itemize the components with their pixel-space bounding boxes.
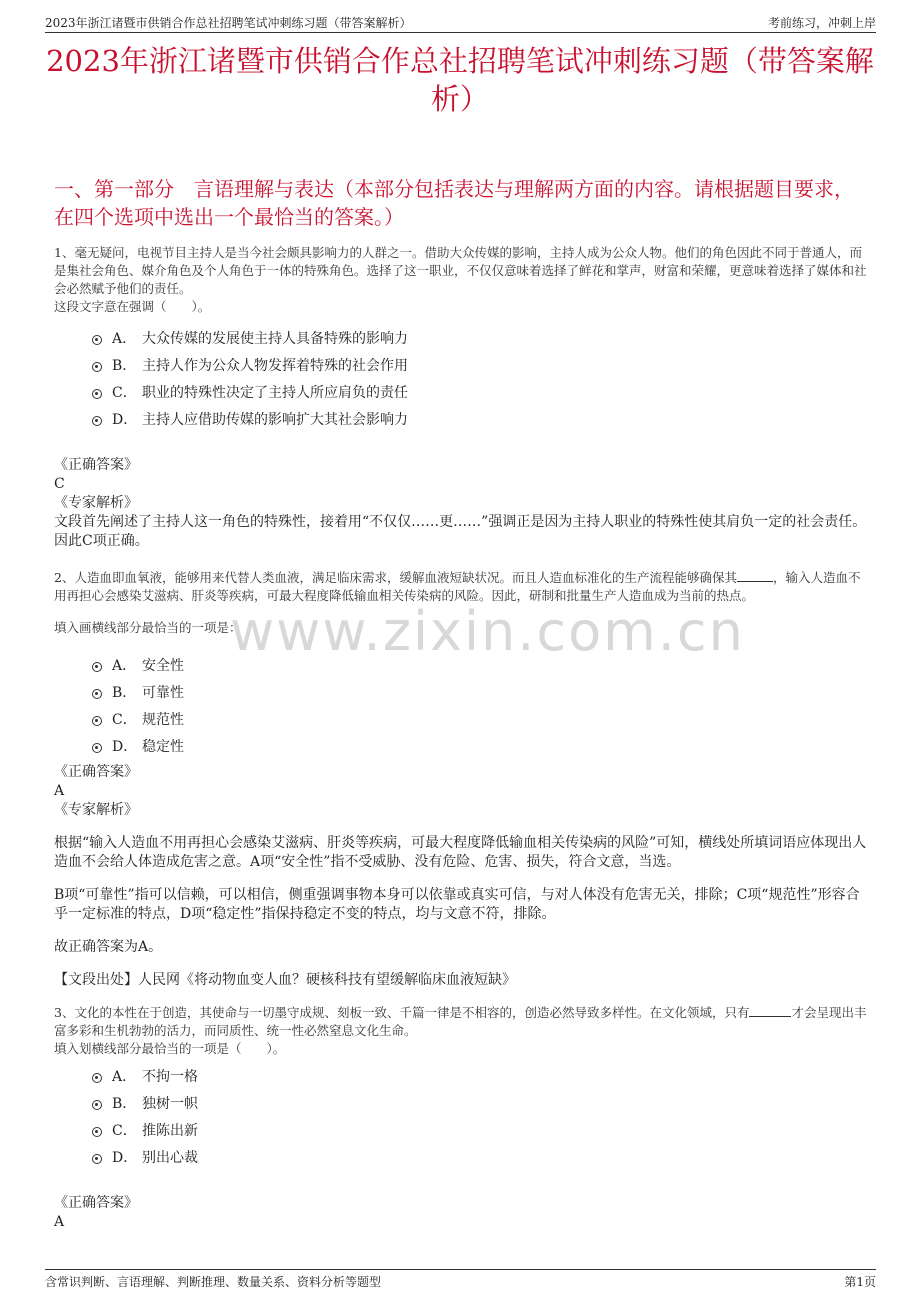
- question-1-answer: C: [54, 476, 65, 492]
- question-2: [54, 569, 868, 990]
- question-1-option-a[interactable]: A． 大众传媒的发展使主持人具备特殊的影响力: [92, 324, 868, 351]
- question-list: [54, 244, 868, 1232]
- question-2-options: [92, 651, 868, 759]
- question-2-answer: A: [54, 783, 65, 799]
- radio-icon[interactable]: [92, 743, 102, 753]
- answer-label: 《正确答案》: [54, 457, 138, 473]
- footer-topics: 含常识判断、言语理解、判断推理、数量关系、资料分析等题型: [45, 1275, 382, 1289]
- radio-icon[interactable]: [92, 662, 102, 672]
- question-2-option-c[interactable]: C． 规范性: [92, 705, 868, 732]
- document-title: 2023年浙江诸暨市供销合作总社招聘笔试冲刺练习题（带答案解析）: [46, 44, 874, 116]
- question-3-prompt: 填入划横线部分最恰当的一项是（ ）。: [54, 1041, 286, 1056]
- page-header: [45, 12, 876, 33]
- question-1-text: 1、毫无疑问，电视节目主持人是当今社会颇具影响力的人群之一。借助大众传媒的影响，主持人成为公众人物。他们的角色因此不同于普通人，而是集社会角色、媒介角色及个人角色于一体的特殊角色。选择了这一职业，不仅仅意味着选择了鲜花和掌声，财富和荣耀，更意味着选择了媒体和社会必然赋予他们的责任。: [54, 245, 867, 296]
- section-heading: 一、第一部分 言语理解与表达（本部分包括表达与理解两方面的内容。请根据题目要求，在四个选项中选出一个最恰当的答案。）: [54, 177, 854, 229]
- watermark: www.zixin.com.cn: [230, 600, 745, 663]
- question-3-options: [92, 1062, 868, 1170]
- question-2-option-a[interactable]: A． 安全性: [92, 651, 868, 678]
- question-1-option-d[interactable]: D． 主持人应借助传媒的影响扩大其社会影响力: [92, 405, 868, 432]
- question-1-analysis: 文段首先阐述了主持人这一角色的特殊性，接着用“不仅仅……更……”强调正是因为主持人职业的特殊性使其肩负一定的社会责任。因此C项正确。: [54, 514, 867, 549]
- question-2-analysis-2: B项“可靠性”指可以信赖，可以相信，侧重强调事物本身可以依靠或真实可信，与对人体没有危害无关，排除；C项“规范性”形容合乎一定标准的特点，D项“稳定性”指保持稳定不变的特点，均与文意不符，排除。: [54, 887, 860, 922]
- question-3-option-a[interactable]: A． 不拘一格: [92, 1062, 868, 1089]
- question-1-prompt: 这段文字意在强调（ ）。: [54, 299, 211, 314]
- question-3-text: 3、文化的本性在于创造，其使命与一切墨守成规、刻板一致、千篇一律是不相容的，创造必然导致多样性。在文化领域，只有 才会呈现出丰富多彩和生机勃勃的活力，而同质性、统一性必然窒息文化生命。: [54, 1005, 867, 1038]
- answer-label: 《正确答案》: [54, 1195, 138, 1211]
- fill-blank: [737, 571, 773, 582]
- radio-icon[interactable]: [92, 362, 102, 372]
- question-2-source: 【文段出处】人民网《将动物血变人血？硬核科技有望缓解临床血液短缺》: [54, 972, 516, 988]
- question-2-analysis-1: 根据“输入人造血不用再担心会感染艾滋病、肝炎等疾病，可最大程度降低输血相关传染病的风险”可知，横线处所填词语应体现出人造血不会给人体造成危害之意。A项“安全性”指不受威胁、没有危险、危害、损失，符合文意，当选。: [54, 835, 867, 870]
- question-2-option-b[interactable]: B． 可靠性: [92, 678, 868, 705]
- radio-icon[interactable]: [92, 335, 102, 345]
- header-doc-title: 2023年浙江诸暨市供销合作总社招聘笔试冲刺练习题（带答案解析）: [45, 16, 412, 30]
- radio-icon[interactable]: [92, 716, 102, 726]
- question-3-option-d[interactable]: D． 别出心裁: [92, 1143, 868, 1170]
- radio-icon[interactable]: [92, 1154, 102, 1164]
- fill-blank: [749, 1006, 791, 1017]
- question-1-option-b[interactable]: B． 主持人作为公众人物发挥着特殊的社会作用: [92, 351, 868, 378]
- question-2-prompt: 填入画横线部分最恰当的一项是：: [54, 620, 242, 635]
- question-3-option-b[interactable]: B． 独树一帜: [92, 1089, 868, 1116]
- radio-icon[interactable]: [92, 416, 102, 426]
- radio-icon[interactable]: [92, 389, 102, 399]
- question-2-text: 2、人造血即血氧液，能够用来代替人类血液，满足临床需求，缓解血液短缺状况。而且人造血标准化的生产流程能够确保其 ，输入人造血不用再担心会感染艾滋病、肝炎等疾病，可最大程度降低输血相关传染病的风险。因此，研制和批量生产人造血成为当前的热点。: [54, 570, 861, 603]
- question-2-option-d[interactable]: D． 稳定性: [92, 732, 868, 759]
- question-3-answer: A: [54, 1214, 65, 1230]
- analysis-label: 《专家解析》: [54, 495, 138, 511]
- question-3: [54, 1004, 868, 1232]
- header-slogan: 考前练习，冲刺上岸: [767, 16, 876, 30]
- page-footer: [45, 1269, 876, 1290]
- radio-icon[interactable]: [92, 1127, 102, 1137]
- radio-icon[interactable]: [92, 1073, 102, 1083]
- answer-label: 《正确答案》: [54, 764, 138, 780]
- page-number: 第1页: [844, 1275, 876, 1289]
- question-1-option-c[interactable]: C． 职业的特殊性决定了主持人所应肩负的责任: [92, 378, 868, 405]
- radio-icon[interactable]: [92, 689, 102, 699]
- question-2-analysis-3: 故正确答案为A。: [54, 939, 163, 955]
- question-1-options: [92, 324, 868, 432]
- question-1: [54, 244, 868, 551]
- analysis-label: 《专家解析》: [54, 802, 138, 818]
- question-3-option-c[interactable]: C． 推陈出新: [92, 1116, 868, 1143]
- radio-icon[interactable]: [92, 1100, 102, 1110]
